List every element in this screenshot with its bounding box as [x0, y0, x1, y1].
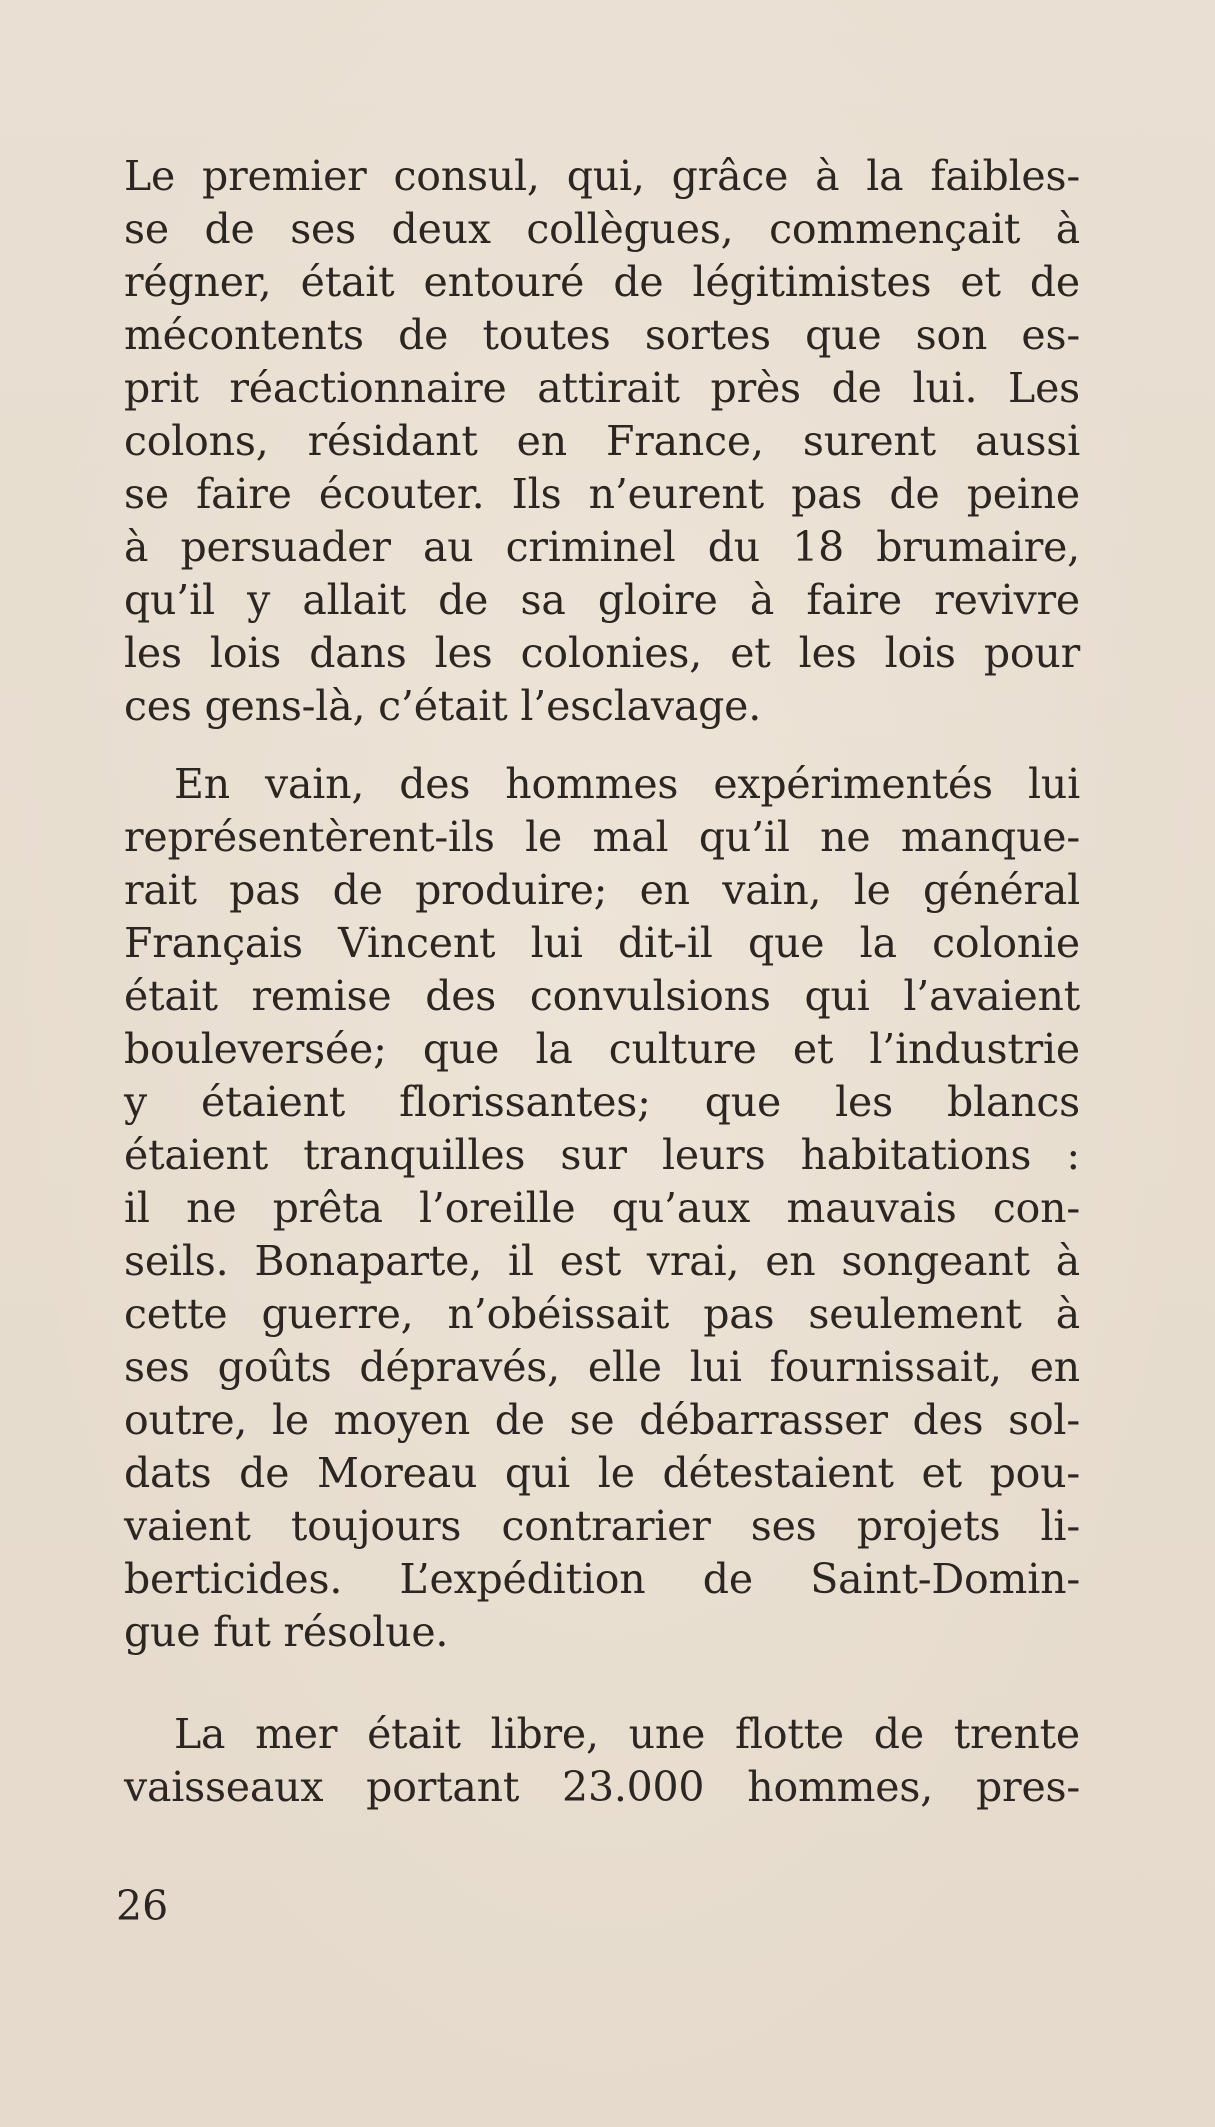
text-line: Le premier consul, qui, grâce à la faibles-	[124, 152, 1080, 200]
text-line: se faire écouter. Ils n’eurent pas de peine	[124, 470, 1080, 518]
paragraph-3	[124, 1708, 1080, 1814]
text-line: Français Vincent lui dit-il que la colonie	[124, 919, 1080, 967]
paragraph-2	[124, 758, 1080, 1659]
text-line: prit réactionnaire attirait près de lui. Les	[124, 364, 1080, 412]
text-line: les lois dans les colonies, et les lois pour	[124, 629, 1080, 677]
text-line: y étaient florissantes; que les blancs	[124, 1078, 1080, 1126]
text-line: représentèrent-ils le mal qu’il ne manque-	[124, 813, 1080, 861]
text-line: régner, était entouré de légitimistes et de	[124, 258, 1080, 306]
text-line: seils. Bonaparte, il est vrai, en songeant à	[124, 1237, 1080, 1285]
text-line: vaisseaux portant 23.000 hommes, pres-	[124, 1763, 1080, 1811]
text-line: il ne prêta l’oreille qu’aux mauvais con-	[124, 1184, 1080, 1232]
text-line: rait pas de produire; en vain, le général	[124, 866, 1080, 914]
text-line: ses goûts dépravés, elle lui fournissait, en	[124, 1343, 1080, 1391]
text-line: outre, le moyen de se débarrasser des sol-	[124, 1396, 1080, 1444]
text-line: vaient toujours contrarier ses projets li-	[124, 1502, 1080, 1550]
text-line: se de ses deux collègues, commençait à	[124, 205, 1080, 253]
text-line: étaient tranquilles sur leurs habitations :	[124, 1131, 1080, 1179]
paragraph-1	[124, 150, 1080, 733]
text-line: bouleversée; que la culture et l’industrie	[124, 1025, 1080, 1073]
text-line: cette guerre, n’obéissait pas seulement à	[124, 1290, 1080, 1338]
text-line: à persuader au criminel du 18 brumaire,	[124, 523, 1080, 571]
text-line: dats de Moreau qui le détestaient et pou-	[124, 1449, 1080, 1497]
text-line: mécontents de toutes sortes que son es-	[124, 311, 1080, 359]
page-number: 26	[116, 1882, 169, 1930]
text-line: berticides. L’expédition de Saint-Domin-	[124, 1555, 1080, 1603]
text-line: En vain, des hommes expérimentés lui	[174, 760, 1080, 808]
text-line: était remise des convulsions qui l’avaient	[124, 972, 1080, 1020]
text-line: qu’il y allait de sa gloire à faire revivre	[124, 576, 1080, 624]
text-line: La mer était libre, une flotte de trente	[174, 1710, 1080, 1758]
text-line: gue fut résolue.	[124, 1608, 449, 1656]
text-line: colons, résidant en France, surent aussi	[124, 417, 1080, 465]
text-line: ces gens-là, c’était l’esclavage.	[124, 682, 762, 730]
